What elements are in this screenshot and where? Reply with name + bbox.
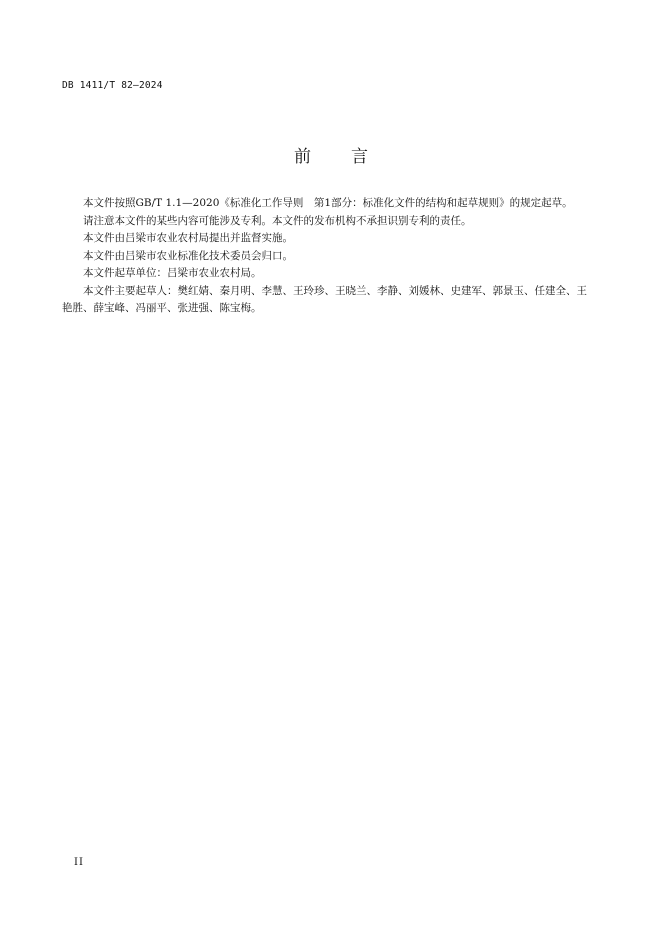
title-char-1: 前 xyxy=(294,147,311,167)
paragraph-centralized-unit: 本文件由吕梁市农业标准化技术委员会归口。 xyxy=(83,249,293,262)
page-number: II xyxy=(74,857,84,868)
paragraph-patent-notice: 请注意本文件的某些内容可能涉及专利。本文件的发布机构不承担识别专利的责任。 xyxy=(83,214,472,227)
paragraph-drafting-basis: 本文件按照GB/T 1.1—2020《标准化工作导则 第1部分：标准化文件的结构和起草规则》的规定起草。 xyxy=(83,197,573,209)
page-title xyxy=(0,142,662,167)
foreword-body xyxy=(62,195,592,318)
paragraph-proposer: 本文件由吕梁市农业农村局提出并监督实施。 xyxy=(83,232,293,244)
standard-code: DB 1411/T 82—2024 xyxy=(62,80,163,91)
paragraph-drafters: 本文件主要起草人：樊红婧、秦月明、李慧、王玲珍、王晓兰、李静、刘媛林、史建军、郭景玉、任建全、王艳胜、薛宝峰、冯丽平、张进强、陈宝梅。 xyxy=(62,284,587,314)
paragraph-drafting-unit: 本文件起草单位：吕梁市农业农村局。 xyxy=(83,267,262,279)
title-char-2: 言 xyxy=(351,147,368,167)
